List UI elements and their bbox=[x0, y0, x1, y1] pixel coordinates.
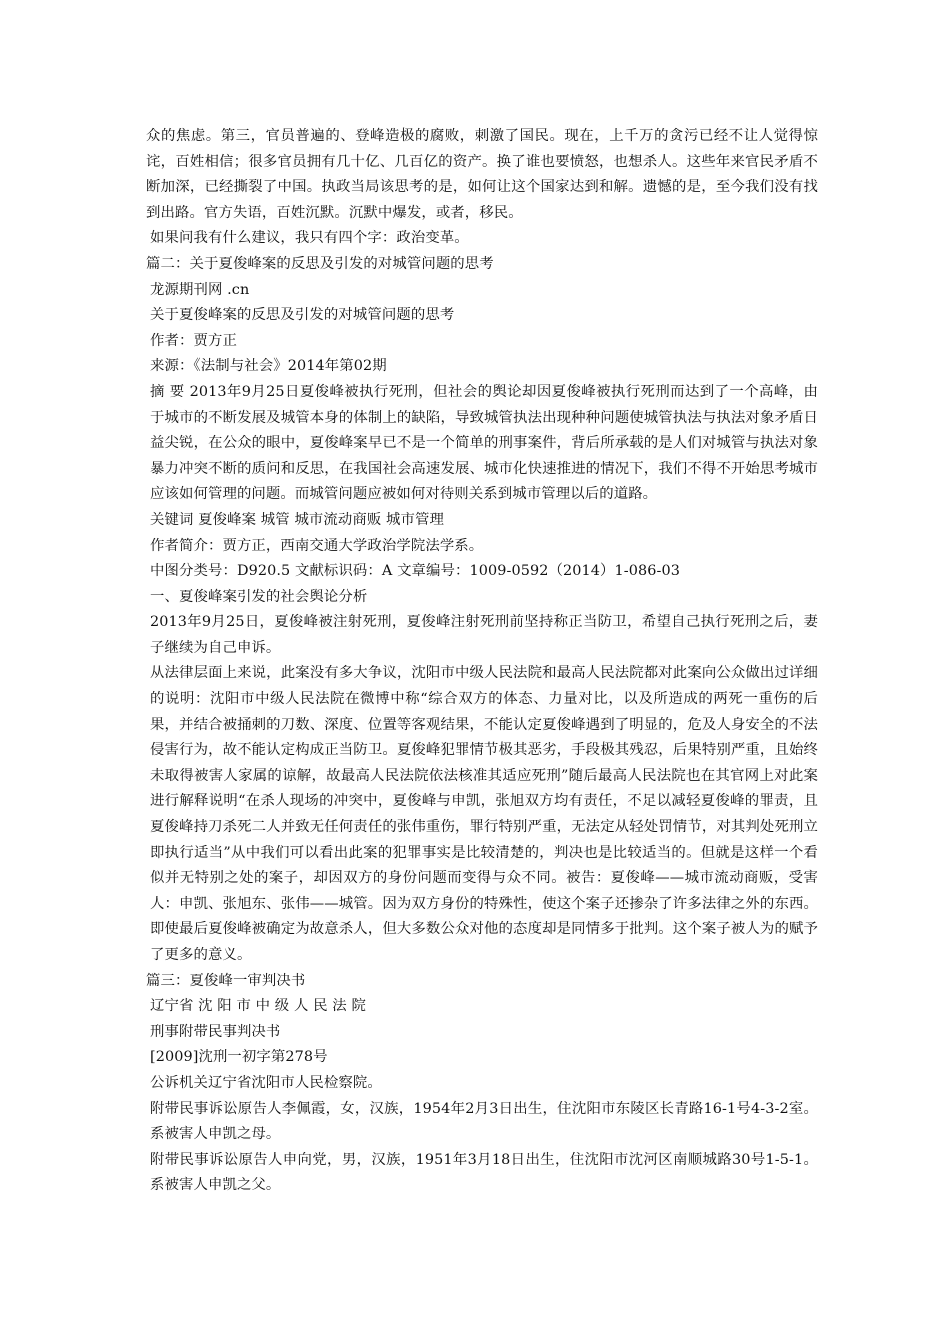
document-page bbox=[146, 124, 818, 1199]
court-name: 辽宁省 沈 阳 市 中 级 人 民 法 院 bbox=[150, 998, 366, 1015]
article-abstract: 摘 要 2013年9月25日夏俊峰被执行死刑，但社会的舆论却因夏俊峰被执行死刑而达到了一个高峰，由于城市的不断发展及城管本身的体制上的缺陷，导致城管执法出现种种问题使城管执法与执法对象矛盾日益尖锐，在公众的眼中，夏俊峰案早已不是一个简单的刑事案件，背后所承载的是人们对城管与执法对象暴力冲突不断的质问和反思，在我国社会高速发展、城市化快速推进的情况下，我们不得不开始思考城市应该如何管理的问题。而城管问题应被如何对待则关系到城市管理以后的道路。 bbox=[150, 383, 818, 503]
prosecutor: 公诉机关辽宁省沈阳市人民检察院。 bbox=[150, 1074, 382, 1091]
section-heading-part2: 篇二：关于夏俊峰案的反思及引发的对城管问题的思考 bbox=[146, 255, 494, 272]
article-title: 关于夏俊峰案的反思及引发的对城管问题的思考 bbox=[150, 307, 455, 324]
classification-info: 中图分类号：D920.5 文献标识码：A 文章编号：1009-0592（2014）1-086-03 bbox=[150, 563, 680, 580]
article-source: 来源：《法制与社会》2014年第02期 bbox=[150, 358, 387, 375]
plaintiff-mother: 附带民事诉讼原告人李佩霞，女，汉族，1954年2月3日出生，住沈阳市东陵区长青路16-1号4-3-2室。系被害人申凯之母。 bbox=[150, 1100, 818, 1143]
article-author: 作者：贾方正 bbox=[150, 332, 237, 349]
plaintiff-father: 附带民事诉讼原告人申向党，男，汉族，1951年3月18日出生，住沈阳市沈河区南顺城路30号1-5-1。系被害人申凯之父。 bbox=[150, 1151, 818, 1194]
subsection-heading: 一、夏俊峰案引发的社会舆论分析 bbox=[150, 588, 368, 605]
article-keywords: 关键词 夏俊峰案 城管 城市流动商贩 城市管理 bbox=[150, 511, 445, 528]
paragraph-execution: 2013年9月25日，夏俊峰被注射死刑，夏俊峰注射死刑前坚持称正当防卫，希望自己执行死刑之后，妻子继续为自己申诉。 bbox=[150, 614, 818, 656]
paragraph-body: 众的焦虑。第三，官员普遍的、登峰造极的腐败，刺激了国民。现在，上千万的贪污已经不让人觉得惊诧，百姓相信；很多官员拥有几十亿、几百亿的资产。换了谁也要愤怒，也想杀人。这些年来官民矛盾不断加深，已经撕裂了中国。执政当局该思考的是，如何让这个国家达到和解。遗憾的是，至今我们没有找到出路。官方失语，百姓沉默。沉默中爆发，或者，移民。 bbox=[146, 128, 818, 221]
paragraph-suggestion: 如果问我有什么建议，我只有四个字：政治变革。 bbox=[150, 230, 469, 247]
section-heading-part3: 篇三：夏俊峰一审判决书 bbox=[146, 972, 306, 989]
source-site: 龙源期刊网 .cn bbox=[150, 281, 250, 298]
author-bio: 作者简介：贾方正，西南交通大学政治学院法学系。 bbox=[150, 537, 484, 554]
judgment-type: 刑事附带民事判决书 bbox=[150, 1023, 281, 1040]
paragraph-legal-analysis: 从法律层面上来说，此案没有多大争议，沈阳市中级人民法院和最高人民法院都对此案向公众做出过详细的说明：沈阳市中级人民法院在微博中称“综合双方的体态、力量对比，以及所造成的两死一重伤的后果，并结合被捅刺的刀数、深度、位置等客观结果，不能认定夏俊峰遇到了明显的，危及人身安全的不法侵害行为，故不能认定构成正当防卫。夏俊峰犯罪情节极其恶劣，手段极其残忍，后果特别严重，且始终未取得被害人家属的谅解，故最高人民法院依法核准其适应死刑”随后最高人民法院也在其官网上对此案进行解释说明“在杀人现场的冲突中，夏俊峰与申凯，张旭双方均有责任，不足以减轻夏俊峰的罪责，且夏俊峰持刀杀死二人并致无任何责任的张伟重伤，罪行特别严重，无法定从轻处罚情节，对其判处死刑立即执行适当”从中我们可以看出此案的犯罪事实是比较清楚的，判决也是比较适当的。但就是这样一个看似并无特别之处的案子，却因双方的身份问题而变得与众不同。被告：夏俊峰——城市流动商贩，受害人：申凯、张旭东、张伟——城管。因为双方身份的特殊性，使这个案子还掺杂了许多法律之外的东西。即使最后夏俊峰被确定为故意杀人，但大多数公众对他的态度却是同情多于批判。这个案子被人为的赋予了更多的意义。 bbox=[150, 665, 818, 963]
case-number: [2009]沈刑一初字第278号 bbox=[150, 1049, 328, 1066]
